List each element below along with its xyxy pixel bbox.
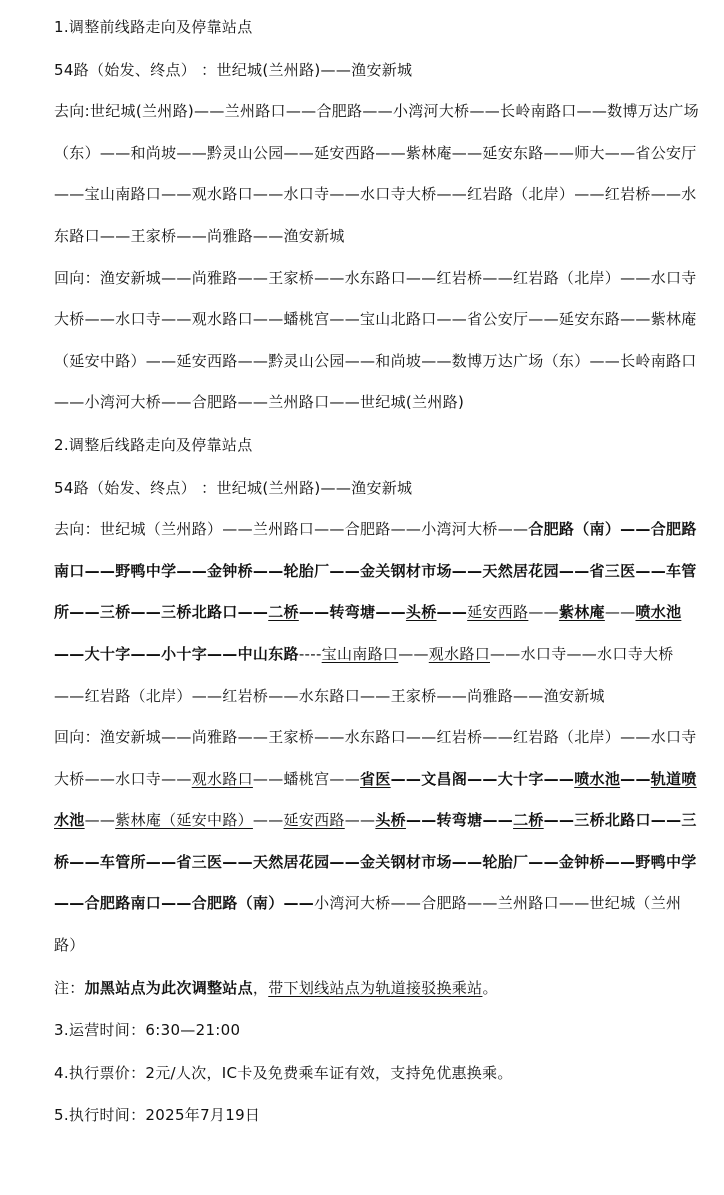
after-outbound-segment: —— bbox=[436, 603, 468, 622]
after-outbound-segment: 去向：世纪城（兰州路）——兰州路口——合肥路——小湾河大桥—— bbox=[54, 520, 529, 539]
after-return-segment: ——蟠桃宫—— bbox=[252, 769, 361, 788]
after-return-segment: ——文昌阁——大十字—— bbox=[390, 769, 575, 788]
before-return-stops: 回向：渔安新城——尚雅路——王家桥——水东路口——红岩桥——红岩路（北岸）——水口寺大桥——水口寺——观水路口——蟠桃宫——宝山北路口——省公安厅——延安东路——紫林庵（延安中路）——延安西路——黔灵山公园——和尚坡——数博万达广场（东）——长岭南路口——小湾河大桥——合肥路——兰州路口——世纪城(兰州路) bbox=[54, 268, 697, 412]
after-outbound-stops bbox=[24, 509, 700, 717]
after-outbound-segment: —— bbox=[398, 644, 429, 663]
note-segment: 加黑站点为此次调整站点 bbox=[84, 978, 253, 997]
operating-hours: 3.运营时间：6:30—21:00 bbox=[54, 1021, 241, 1040]
note-segment: 注： bbox=[54, 978, 85, 997]
after-return-segment: 头桥 bbox=[375, 811, 406, 830]
after-outbound-segment: ---- bbox=[298, 644, 322, 663]
after-return-segment: ——转弯塘—— bbox=[405, 811, 514, 830]
after-return-segment: 回向：渔安新城——尚雅路——王家桥——水东路口——红岩桥——红岩路（北岸）——水口寺大桥——水口寺—— bbox=[54, 728, 697, 788]
after-outbound-segment: 紫林庵 bbox=[558, 603, 605, 622]
after-return-segment: 省医 bbox=[360, 769, 391, 788]
before-outbound-stops: 去向:世纪城(兰州路)——兰州路口——合肥路——小湾河大桥——长岭南路口——数博万达广场（东）——和尚坡——黔灵山公园——延安西路——紫林庵——延安东路——师大——省公安厅——宝山南路口——观水路口——水口寺——水口寺大桥——红岩路（北岸）——红岩桥——水东路口——王家桥——尚雅路——渔安新城 bbox=[54, 102, 699, 245]
note-segment: 。 bbox=[482, 978, 498, 997]
after-outbound-segment: ——大十字——小十字——中山东路 bbox=[54, 644, 299, 663]
after-outbound-segment: 头桥 bbox=[405, 603, 437, 622]
after-outbound-segment: 延安西路 bbox=[467, 603, 529, 622]
note-segment: 带下划线站点为轨道接驳换乘站 bbox=[268, 978, 483, 997]
after-outbound-segment: 合肥路（南）——合肥路南口——野鸭中学——金钟桥——轮胎厂——金关钢材市场——天然居花园——省三医——车管所——三桥——三桥北路口—— bbox=[54, 520, 697, 622]
after-outbound-segment: —— bbox=[528, 603, 559, 622]
after-return-segment: 小湾河大桥——合肥路——兰州路口——世纪城（兰州路） bbox=[54, 894, 682, 955]
after-outbound-segment: ——转弯塘—— bbox=[298, 603, 406, 622]
after-return-segment: —— bbox=[252, 811, 284, 830]
after-return-segment: 二桥 bbox=[513, 811, 544, 830]
legend-note bbox=[24, 967, 700, 1010]
effective-date: 5.执行时间：2025年7月19日 bbox=[54, 1106, 261, 1125]
after-return-segment: —— bbox=[344, 811, 376, 830]
before-route-endpoints: 54路（始发、终点） ：世纪城(兰州路)——渔安新城 bbox=[54, 60, 413, 79]
after-return-segment: 延安西路 bbox=[283, 811, 345, 830]
after-return-segment: 紫林庵（延安中路） bbox=[115, 811, 253, 830]
after-outbound-segment: 宝山南路口 bbox=[321, 644, 399, 663]
after-return-segment: 观水路口 bbox=[191, 769, 253, 788]
before-section-title: 1.调整前线路走向及停靠站点 bbox=[54, 18, 253, 36]
after-outbound-segment: 喷水池 bbox=[635, 603, 682, 622]
after-return-segment: 喷水池 bbox=[574, 769, 621, 788]
after-return-segment: 轨道喷水池 bbox=[54, 769, 697, 830]
after-outbound-segment: 观水路口 bbox=[428, 644, 490, 663]
after-return-segment: ——三桥北路口——三桥——车管所——省三医——天然居花园——金关钢材市场——轮胎厂——金钟桥——野鸭中学——合肥路南口——合肥路（南）—— bbox=[54, 811, 697, 913]
after-outbound-segment: —— bbox=[604, 603, 636, 622]
after-route-endpoints: 54路（始发、终点） ：世纪城(兰州路)——渔安新城 bbox=[54, 478, 413, 497]
fare-info: 4.执行票价：2元/人次，IC卡及免费乘车证有效，支持免优惠换乘。 bbox=[54, 1063, 513, 1082]
note-segment: ， bbox=[252, 978, 269, 997]
after-outbound-segment: 二桥 bbox=[268, 603, 299, 622]
after-return-segment: —— bbox=[84, 811, 116, 830]
after-section-title: 2.调整后线路走向及停靠站点 bbox=[54, 435, 253, 454]
after-return-segment: —— bbox=[620, 769, 651, 788]
after-return-stops bbox=[24, 717, 700, 967]
after-outbound-segment: ——水口寺——水口寺大桥——红岩路（北岸）——红岩桥——水东路口——王家桥——尚雅路——渔安新城 bbox=[54, 644, 674, 705]
